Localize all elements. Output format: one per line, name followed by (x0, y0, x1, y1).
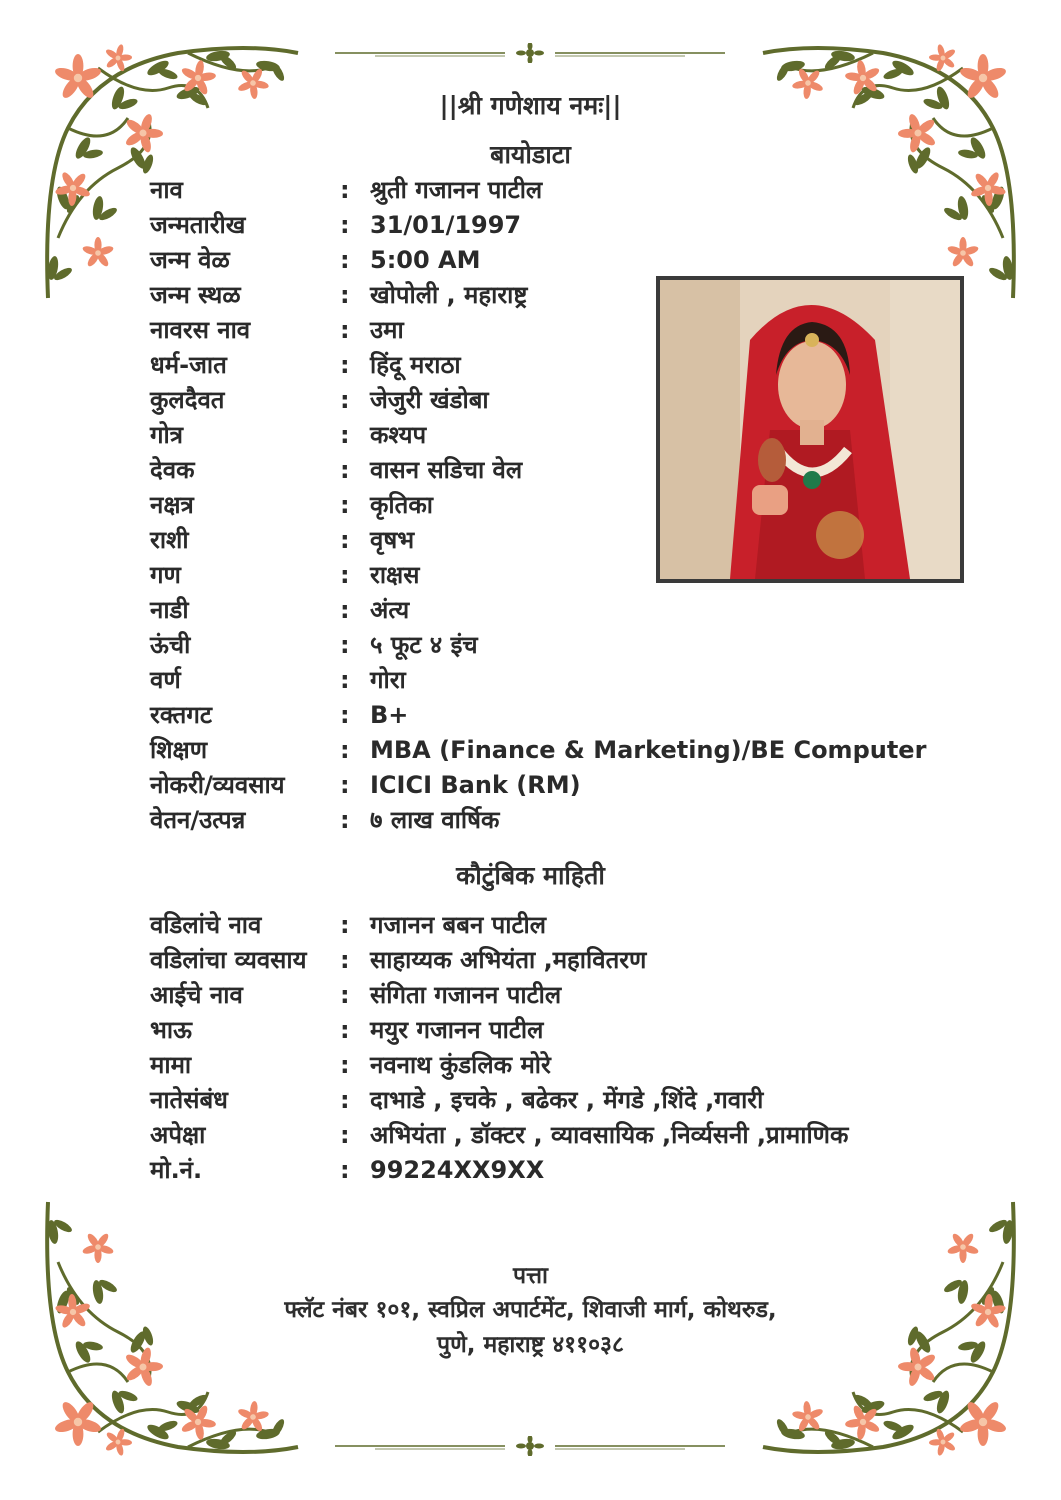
detail-separator: : (340, 1121, 350, 1149)
detail-label: नावरस नाव (150, 316, 251, 344)
detail-label: नाडी (150, 596, 189, 624)
floral-corner-top-right (753, 38, 1023, 308)
detail-value: ७ लाख वार्षिक (370, 806, 500, 834)
detail-label: शिक्षण (150, 736, 208, 764)
family-section-title: कौटुंबिक माहिती (456, 861, 605, 890)
detail-separator: : (340, 701, 350, 729)
detail-separator: : (340, 981, 350, 1009)
detail-label: राशी (150, 526, 189, 554)
detail-value: नवनाथ कुंडलिक मोरे (370, 1051, 551, 1079)
address-line-2: पुणे, महाराष्ट्र ४११०३८ (437, 1332, 624, 1358)
detail-label: वेतन/उत्पन्न (150, 806, 246, 834)
detail-separator: : (340, 911, 350, 939)
detail-separator: : (340, 596, 350, 624)
detail-label: धर्म-जात (150, 351, 227, 379)
detail-separator: : (340, 806, 350, 834)
detail-value: B+ (370, 701, 409, 729)
address-line-1: फ्लॅट नंबर १०१, स्वप्रिल अपार्टमेंट, शिवाजी मार्ग, कोथरुड, (284, 1297, 777, 1323)
detail-label: ऊंची (150, 631, 191, 659)
detail-separator: : (340, 771, 350, 799)
profile-photo (660, 280, 960, 579)
detail-value: कृतिका (370, 491, 433, 519)
detail-value: खोपोली , महाराष्ट्र (370, 281, 528, 309)
detail-label: मो.नं. (150, 1156, 203, 1184)
detail-value: 5:00 AM (370, 246, 481, 274)
detail-value: वासन सडिचा वेल (370, 456, 523, 484)
detail-separator: : (340, 211, 350, 239)
detail-separator: : (340, 631, 350, 659)
detail-label: मामा (150, 1051, 192, 1079)
detail-value: दाभाडे , इचके , बढेकर , मेंगडे ,शिंदे ,गवारी (370, 1086, 764, 1114)
detail-value: उमा (370, 316, 404, 344)
detail-value: वृषभ (370, 526, 415, 554)
detail-separator: : (340, 281, 350, 309)
detail-label: जन्म वेळ (150, 246, 230, 274)
ornamental-divider-top (335, 43, 725, 63)
detail-label: गण (150, 561, 181, 589)
address-title: पत्ता (513, 1263, 548, 1289)
detail-separator: : (340, 946, 350, 974)
detail-separator: : (340, 526, 350, 554)
detail-separator: : (340, 316, 350, 344)
detail-label: भाऊ (150, 1016, 192, 1044)
detail-separator: : (340, 1156, 350, 1184)
detail-value: श्रुती गजानन पाटील (370, 176, 543, 204)
detail-value: ICICI Bank (RM) (370, 771, 581, 799)
detail-label: वडिलांचा व्यवसाय (150, 946, 307, 974)
detail-separator: : (340, 561, 350, 589)
detail-label: वडिलांचे नाव (150, 911, 262, 939)
detail-value: गजानन बबन पाटील (370, 911, 547, 939)
detail-label: अपेक्षा (150, 1121, 206, 1149)
detail-separator: : (340, 351, 350, 379)
detail-separator: : (340, 1086, 350, 1114)
detail-label: जन्म स्थळ (150, 281, 241, 309)
profile-photo-frame (656, 276, 964, 583)
detail-value: मयुर गजानन पाटील (370, 1016, 544, 1044)
detail-value: संगिता गजानन पाटील (370, 981, 562, 1009)
detail-value: हिंदू मराठा (370, 351, 461, 379)
detail-value: राक्षस (370, 561, 420, 589)
page-title: बायोडाटा (490, 140, 571, 169)
detail-label: गोत्र (150, 421, 183, 449)
detail-label: आईचे नाव (150, 981, 243, 1009)
invocation-text: ||श्री गणेशाय नमः|| (439, 91, 622, 120)
detail-separator: : (340, 491, 350, 519)
detail-separator: : (340, 421, 350, 449)
detail-separator: : (340, 1051, 350, 1079)
detail-label: देवक (150, 456, 195, 484)
detail-value: कश्यप (370, 421, 427, 449)
detail-value: 31/01/1997 (370, 211, 522, 239)
detail-separator: : (340, 176, 350, 204)
detail-value: साहाय्यक अभियंता ,महावितरण (370, 946, 647, 974)
ornamental-divider-bottom (335, 1436, 725, 1456)
detail-label: नातेसंबंध (150, 1086, 228, 1114)
detail-value: ५ फूट ४ इंच (370, 631, 478, 659)
detail-value: गोरा (370, 666, 406, 694)
detail-separator: : (340, 736, 350, 764)
detail-value: MBA (Finance & Marketing)/BE Computer (370, 736, 927, 764)
detail-separator: : (340, 456, 350, 484)
detail-separator: : (340, 666, 350, 694)
detail-value: जेजुरी खंडोबा (370, 386, 489, 414)
detail-separator: : (340, 246, 350, 274)
detail-value: अंत्य (370, 596, 410, 624)
detail-label: रक्तगट (150, 701, 212, 729)
detail-value: अभियंता , डॉक्टर , व्यावसायिक ,निर्व्यसनी ,प्रामाणिक (370, 1121, 849, 1149)
detail-separator: : (340, 386, 350, 414)
detail-value: 99224XX9XX (370, 1156, 545, 1184)
detail-label: वर्ण (150, 666, 181, 694)
detail-separator: : (340, 1016, 350, 1044)
detail-label: नोकरी/व्यवसाय (150, 771, 285, 799)
detail-label: नक्षत्र (150, 491, 194, 519)
detail-label: जन्मतारीख (150, 211, 246, 239)
detail-label: नाव (150, 176, 183, 204)
detail-label: कुलदैवत (150, 386, 225, 414)
